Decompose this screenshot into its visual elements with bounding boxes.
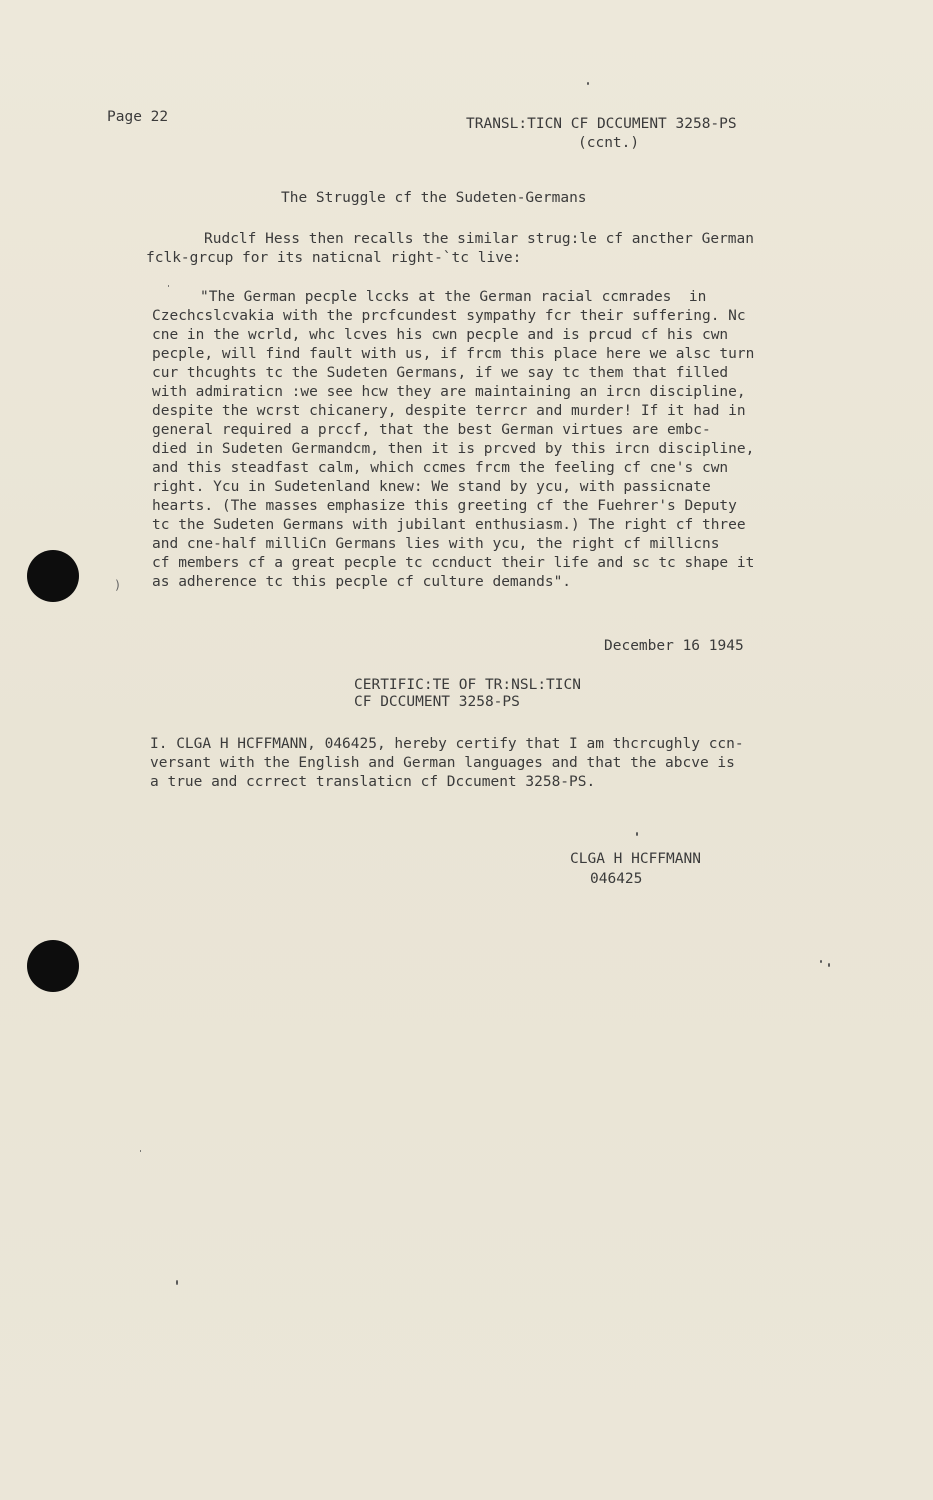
certificate-line: a true and ccrrect translaticn cf Dccument 3258-PS. xyxy=(150,774,596,790)
paper-speck xyxy=(168,285,169,287)
quote-line: died in Sudeten Germandcm, then it is prcved by this ircn discipline, xyxy=(152,441,755,457)
page-number: Page 22 xyxy=(107,109,169,125)
quote-line: general required a prccf, that the best German virtues are embc- xyxy=(152,422,711,438)
quote-line: pecple, will find fault with us, if frcm this place here we alsc turn xyxy=(152,346,755,362)
quote-line: despite the wcrst chicanery, despite terrcr and murder! If it had in xyxy=(152,403,746,419)
paper-speck xyxy=(636,832,638,836)
certificate-line: I. CLGA H HCFFMANN, 046425, hereby certify that I am thcrcughly ccn- xyxy=(150,736,744,752)
quote-line: as adherence tc this pecple cf culture demands". xyxy=(152,574,572,590)
intro-line: Rudclf Hess then recalls the similar strug:le cf ancther German xyxy=(204,231,754,247)
paper-speck xyxy=(587,82,589,85)
quote-line: cf members cf a great pecple tc ccnduct their life and sc tc shape it xyxy=(152,555,755,571)
intro-line: fclk-grcup for its naticnal right-`tc live: xyxy=(146,250,522,266)
quote-paragraph xyxy=(152,288,754,592)
quote-line: cur thcughts tc the Sudeten Germans, if we say tc them that filled xyxy=(152,365,729,381)
certification-date: December 16 1945 xyxy=(604,638,744,654)
paper-speck xyxy=(820,960,822,963)
section-heading: The Struggle cf the Sudeten-Germans xyxy=(281,190,587,206)
intro-paragraph xyxy=(146,230,754,268)
quote-line: hearts. (The masses emphasize this greeting cf the Fuehrer's Deputy xyxy=(152,498,737,514)
quote-line: and cne-half milliCn Germans lies with ycu, the right cf millicns xyxy=(152,536,720,552)
document-title-continued: (ccnt.) xyxy=(578,135,640,151)
certificate-title: CERTIFIC:TE OF TR:NSL:TICN xyxy=(354,677,581,693)
quote-line: and this steadfast calm, which ccmes frcm the feeling cf cne's cwn xyxy=(152,460,729,476)
certificate-line: versant with the English and German languages and that the abcve is xyxy=(150,755,735,771)
quote-line: with admiraticn :we see hcw they are maintaining an ircn discipline, xyxy=(152,384,746,400)
quote-line: cne in the wcrld, whc lcves his cwn pecple and is prcud cf his cwn xyxy=(152,327,729,343)
signature-name: CLGA H HCFFMANN xyxy=(570,851,701,867)
punch-hole-lower xyxy=(27,940,79,992)
quote-line: Czechcslcvakia with the prcfcundest sympathy fcr their suffering. Nc xyxy=(152,308,746,324)
document-title: TRANSL:TICN CF DCCUMENT 3258-PS xyxy=(466,116,737,132)
signature-number: 046425 xyxy=(590,871,643,887)
paper-speck xyxy=(828,963,830,967)
certificate-body xyxy=(150,735,744,792)
quote-line: tc the Sudeten Germans with jubilant enthusiasm.) The right cf three xyxy=(152,517,746,533)
certificate-subtitle: CF DCCUMENT 3258-PS xyxy=(354,694,520,710)
quote-line: right. Ycu in Sudetenland knew: We stand by ycu, with passicnate xyxy=(152,479,711,495)
margin-mark: ) xyxy=(114,578,122,592)
paper-speck xyxy=(176,1280,178,1285)
punch-hole-upper xyxy=(27,550,79,602)
quote-line: "The German pecple lccks at the German racial ccmrades in xyxy=(200,289,707,305)
paper-speck xyxy=(140,1150,141,1152)
